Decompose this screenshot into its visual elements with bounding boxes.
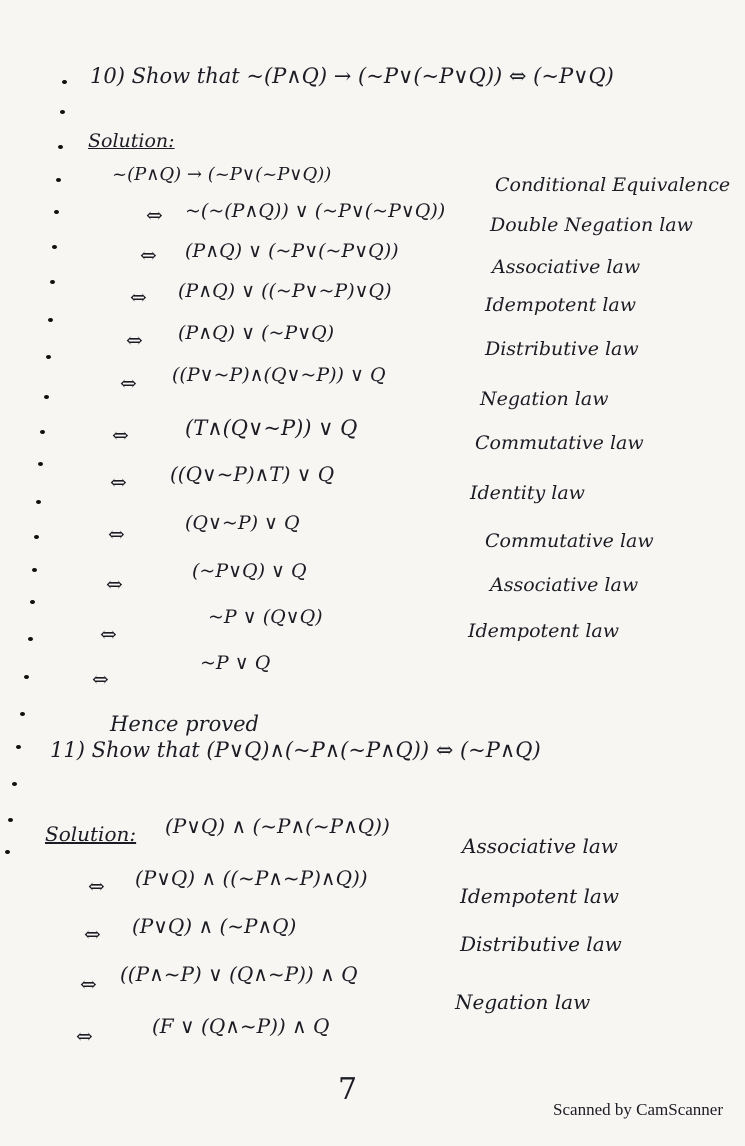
step-law: Associative law <box>490 574 639 596</box>
equivalence-arrow: ⇔ <box>88 874 105 898</box>
step-expression: (F ∨ (Q∧~P)) ∧ Q <box>152 1014 330 1038</box>
problem11-start: (P∨Q) ∧ (~P∧(~P∧Q)) <box>165 814 390 838</box>
equivalence-arrow: ⇔ <box>80 972 97 996</box>
step-expression: ((Q∨~P)∧T) ∨ Q <box>170 462 335 486</box>
step-law: Negation law <box>480 388 609 410</box>
step-law: Idempotent law <box>468 620 619 642</box>
step-expression: (P∨Q) ∧ (~P∧Q) <box>132 914 297 938</box>
step-expression: ~(~(P∧Q)) ∨ (~P∨(~P∨Q)) <box>185 200 446 222</box>
step-law: Distributive law <box>460 932 622 956</box>
equivalence-arrow: ⇔ <box>130 285 147 309</box>
equivalence-arrow: ⇔ <box>76 1024 93 1048</box>
equivalence-arrow: ⇔ <box>126 328 143 352</box>
step-law: Idempotent law <box>460 884 619 908</box>
step-expression: ~P ∨ Q <box>200 652 271 674</box>
step-law: Distributive law <box>485 338 639 360</box>
step-law: Negation law <box>455 990 591 1014</box>
step-expression: (P∧Q) ∨ (~P∨(~P∨Q)) <box>185 240 399 262</box>
equivalence-arrow: ⇔ <box>100 622 117 646</box>
equivalence-arrow: ⇔ <box>120 371 137 395</box>
step-expression: (~P∨Q) ∨ Q <box>192 560 307 582</box>
problem10-title: 10) Show that ~(P∧Q) → (~P∨(~P∨Q)) ⇔ (~P∨Q) <box>90 64 614 88</box>
step-law: Associative law <box>462 834 618 858</box>
problem10-solution-label: Solution: <box>88 130 175 152</box>
step-expression: (Q∨~P) ∨ Q <box>185 512 300 534</box>
equivalence-arrow: ⇔ <box>110 470 127 494</box>
step-law: Conditional Equivalence <box>495 174 731 196</box>
step-law: Idempotent law <box>485 294 636 316</box>
page-number: 7 <box>338 1072 358 1107</box>
camscanner-watermark: Scanned by CamScanner <box>553 1100 723 1119</box>
step-law: Commutative law <box>475 432 644 454</box>
step-expression: ~P ∨ (Q∨Q) <box>208 606 323 628</box>
equivalence-arrow: ⇔ <box>106 572 123 596</box>
step-expression: (T∧(Q∨~P)) ∨ Q <box>185 416 358 440</box>
step-expression: (P∧Q) ∨ ((~P∨~P)∨Q) <box>178 280 392 302</box>
problem11-title: 11) Show that (P∨Q)∧(~P∧(~P∧Q)) ⇔ (~P∧Q) <box>50 738 541 762</box>
step-law: Commutative law <box>485 530 654 552</box>
equivalence-arrow: ⇔ <box>112 423 129 447</box>
step-expression: ((P∧~P) ∨ (Q∧~P)) ∧ Q <box>120 962 358 986</box>
notebook-margin-dots <box>0 0 40 1146</box>
equivalence-arrow: ⇔ <box>108 522 125 546</box>
equivalence-arrow: ⇔ <box>146 203 163 227</box>
equivalence-arrow: ⇔ <box>140 243 157 267</box>
equivalence-arrow: ⇔ <box>92 667 109 691</box>
step-expression: (P∨Q) ∧ ((~P∧~P)∧Q)) <box>135 866 368 890</box>
problem11-solution-label: Solution: <box>45 822 137 846</box>
step-law: Identity law <box>470 482 585 504</box>
step-expression: ((P∨~P)∧(Q∨~P)) ∨ Q <box>172 364 386 386</box>
step-law: Associative law <box>492 256 641 278</box>
step-expression: (P∧Q) ∨ (~P∨Q) <box>178 322 335 344</box>
step-law: Double Negation law <box>490 214 693 236</box>
problem10-start: ~(P∧Q) → (~P∨(~P∨Q)) <box>112 164 332 185</box>
conclusion: Hence proved <box>110 712 259 736</box>
equivalence-arrow: ⇔ <box>84 922 101 946</box>
